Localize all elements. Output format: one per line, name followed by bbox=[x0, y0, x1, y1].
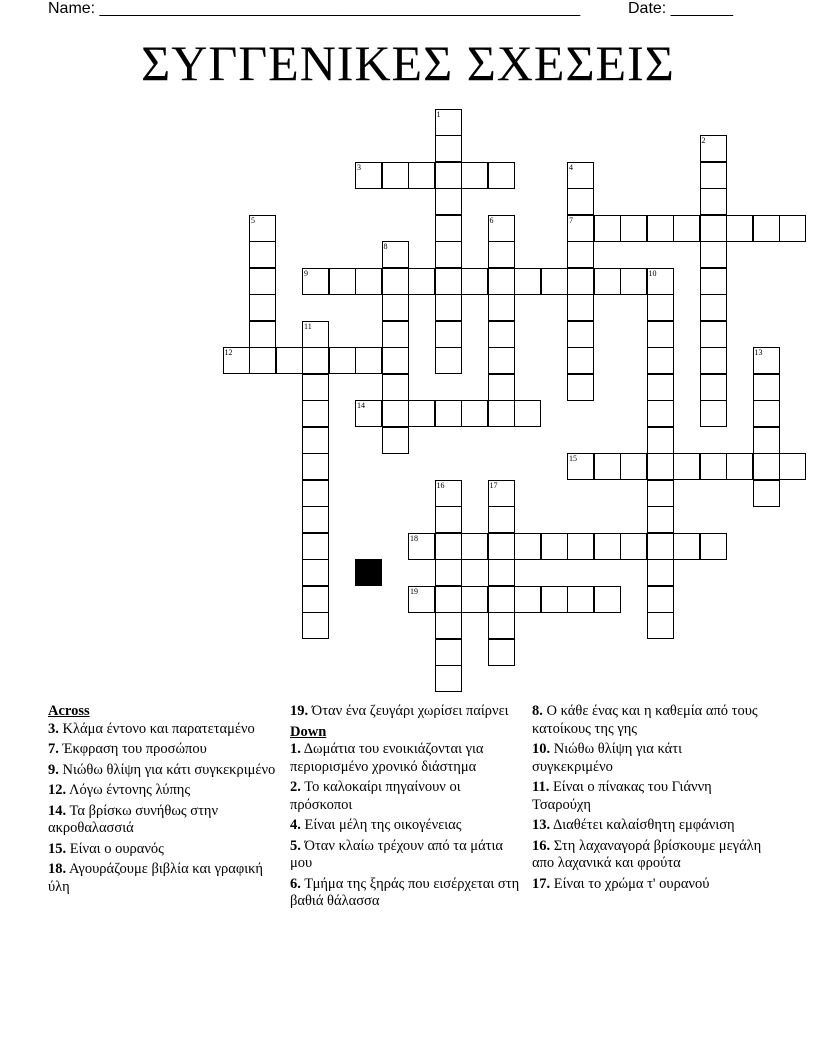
grid-cell[interactable] bbox=[382, 268, 409, 295]
grid-cell[interactable] bbox=[408, 268, 435, 295]
name-field-label[interactable]: Name: ______________________________________________________ bbox=[48, 0, 581, 17]
grid-cell[interactable] bbox=[382, 294, 409, 321]
grid-cell[interactable] bbox=[514, 586, 541, 613]
grid-cell[interactable] bbox=[488, 559, 515, 586]
clue-number-16: 16 bbox=[436, 480, 445, 490]
grid-cell[interactable] bbox=[435, 559, 462, 586]
grid-cell[interactable] bbox=[302, 612, 329, 639]
grid-cell[interactable] bbox=[488, 374, 515, 401]
grid-cell[interactable] bbox=[302, 347, 329, 374]
clue-column-1 bbox=[48, 703, 278, 899]
grid-cell[interactable] bbox=[435, 347, 462, 374]
grid-cell[interactable] bbox=[302, 559, 329, 586]
clue-number-13: 13 bbox=[754, 348, 763, 357]
grid-cell[interactable] bbox=[249, 268, 276, 295]
grid-cell[interactable] bbox=[779, 453, 806, 480]
grid-cell[interactable] bbox=[541, 268, 568, 295]
grid-cell[interactable] bbox=[700, 453, 727, 480]
page-title: ΣΥΓΓΕΝΙΚΕΣ ΣΧΕΣΕΙΣ bbox=[141, 35, 675, 91]
grid-cell[interactable] bbox=[488, 612, 515, 639]
grid-cell[interactable] bbox=[700, 400, 727, 427]
grid-cell[interactable] bbox=[249, 347, 276, 374]
grid-cell[interactable] bbox=[488, 400, 515, 427]
grid-cell[interactable] bbox=[647, 612, 674, 639]
grid-cell[interactable] bbox=[594, 533, 621, 560]
grid-cell[interactable] bbox=[753, 427, 780, 454]
grid-cell[interactable] bbox=[647, 427, 674, 454]
grid-cell[interactable] bbox=[620, 453, 647, 480]
grid-cell[interactable] bbox=[382, 162, 409, 189]
grid-cell[interactable] bbox=[435, 188, 462, 215]
grid-cell[interactable] bbox=[567, 533, 594, 560]
grid-cell[interactable] bbox=[700, 241, 727, 268]
grid-cell[interactable] bbox=[488, 321, 515, 348]
grid-cell[interactable] bbox=[488, 162, 515, 189]
grid-cell[interactable] bbox=[514, 400, 541, 427]
grid-cell[interactable] bbox=[647, 533, 674, 560]
grid-cell[interactable] bbox=[435, 665, 462, 692]
grid-cell[interactable] bbox=[355, 268, 382, 295]
grid-cell[interactable] bbox=[594, 215, 621, 242]
grid-cell[interactable] bbox=[435, 506, 462, 533]
grid-cell[interactable] bbox=[435, 639, 462, 666]
clue-number-5: 5 bbox=[251, 215, 255, 225]
grid-cell[interactable] bbox=[753, 400, 780, 427]
grid-cell[interactable] bbox=[647, 374, 674, 401]
grid-cell[interactable] bbox=[382, 400, 409, 427]
grid-cell[interactable] bbox=[700, 188, 727, 215]
clue-number-8: 8 bbox=[383, 242, 388, 251]
grid-cell[interactable] bbox=[753, 374, 780, 401]
grid-cell[interactable] bbox=[620, 215, 647, 242]
clue-down-2: 2. Το καλοκαίρι πηγαίνουν οι πρόσκοποι bbox=[290, 779, 461, 813]
clue-number-4: 4 bbox=[569, 162, 573, 172]
grid-cell[interactable] bbox=[567, 188, 594, 215]
grid-cell[interactable] bbox=[329, 268, 356, 295]
grid-cell[interactable] bbox=[435, 135, 462, 162]
grid-cell[interactable] bbox=[461, 268, 488, 295]
clue-number-18: 18 bbox=[410, 533, 418, 543]
clue-down-11: 11. Είναι ο πίνακας του Γιάννη Τσαρούχη bbox=[532, 779, 712, 813]
clue-down-6: 6. Τμήμα της ξηράς που εισέρχεται στη βαθιά θάλασσα bbox=[290, 875, 520, 909]
grid-cell[interactable] bbox=[567, 586, 594, 613]
grid-cell[interactable] bbox=[567, 321, 594, 348]
grid-cell[interactable] bbox=[435, 400, 462, 427]
grid-cell[interactable] bbox=[514, 533, 541, 560]
grid-cell[interactable] bbox=[567, 374, 594, 401]
grid-cell[interactable] bbox=[488, 506, 515, 533]
grid-cell[interactable] bbox=[435, 533, 462, 560]
clue-down-17: 17. Είναι το χρώμα τ' ουρανού bbox=[532, 875, 710, 892]
grid-cell[interactable] bbox=[302, 427, 329, 454]
black-cell bbox=[355, 559, 382, 586]
grid-cell[interactable] bbox=[700, 268, 727, 295]
grid-cell[interactable] bbox=[435, 294, 462, 321]
grid-cell[interactable] bbox=[567, 241, 594, 268]
grid-cell[interactable] bbox=[461, 586, 488, 613]
grid-cell[interactable] bbox=[594, 268, 621, 295]
clue-column-3 bbox=[532, 703, 762, 896]
grid-cell[interactable] bbox=[647, 321, 674, 348]
clue-down-16: 16. Στη λαχαναγορά βρίσκουμε μεγάλη απο λαχανικά και φρούτα bbox=[532, 837, 762, 871]
grid-cell[interactable] bbox=[700, 533, 727, 560]
clue-across-14: 14. Τα βρίσκω συνήθως στην ακροθαλασσιά bbox=[48, 802, 219, 836]
clue-down-1: 1. Δωμάτια του ενοικιάζονται για περιορισμένο χρονικό διάστημα bbox=[290, 741, 484, 775]
grid-cell[interactable] bbox=[647, 294, 674, 321]
clue-number-17: 17 bbox=[489, 480, 498, 490]
grid-cell[interactable] bbox=[620, 533, 647, 560]
down-heading: Down bbox=[290, 723, 327, 740]
grid-cell[interactable] bbox=[673, 453, 700, 480]
grid-cell[interactable] bbox=[594, 453, 621, 480]
grid-cell[interactable] bbox=[435, 268, 462, 295]
grid-cell[interactable] bbox=[700, 347, 727, 374]
clue-number-9: 9 bbox=[304, 268, 308, 278]
clue-number-10: 10 bbox=[648, 268, 657, 278]
grid-cell[interactable] bbox=[700, 374, 727, 401]
clue-down-13: 13. Διαθέτει καλαίσθητη εμφάνιση bbox=[532, 817, 735, 833]
clue-column-2 bbox=[290, 703, 520, 914]
grid-cell[interactable] bbox=[488, 586, 515, 613]
grid-cell[interactable] bbox=[382, 347, 409, 374]
grid-cell[interactable] bbox=[700, 162, 727, 189]
grid-cell[interactable] bbox=[382, 321, 409, 348]
grid-cell[interactable] bbox=[435, 241, 462, 268]
grid-cell[interactable] bbox=[382, 374, 409, 401]
grid-cell[interactable] bbox=[302, 400, 329, 427]
grid-cell[interactable] bbox=[435, 586, 462, 613]
clue-number-7: 7 bbox=[569, 215, 573, 225]
grid-cell[interactable] bbox=[461, 400, 488, 427]
grid-cell[interactable] bbox=[249, 321, 276, 348]
grid-cell[interactable] bbox=[647, 215, 674, 242]
grid-cell[interactable] bbox=[647, 400, 674, 427]
clue-number-14: 14 bbox=[357, 401, 365, 410]
grid-cell[interactable] bbox=[408, 400, 435, 427]
clue-number-3: 3 bbox=[357, 162, 361, 172]
grid-cell[interactable] bbox=[567, 268, 594, 295]
grid-cell[interactable] bbox=[647, 559, 674, 586]
clue-down-5: 5. Όταν κλαίω τρέχουν από τα μάτια μου bbox=[290, 837, 503, 871]
grid-cell[interactable] bbox=[673, 215, 700, 242]
grid-cell[interactable] bbox=[302, 453, 329, 480]
grid-cell[interactable] bbox=[435, 162, 462, 189]
grid-cell[interactable] bbox=[488, 241, 515, 268]
clue-number-15: 15 bbox=[569, 454, 577, 463]
grid-cell[interactable] bbox=[647, 480, 674, 507]
grid-cell[interactable] bbox=[302, 533, 329, 560]
grid-cell[interactable] bbox=[382, 427, 409, 454]
clue-down-4: 4. Είναι μέλη της οικογένειας bbox=[290, 817, 462, 833]
clue-down-8: 8. Ο κάθε ένας και η καθεμία από τους κατοίκους της γης bbox=[532, 703, 758, 737]
grid-cell[interactable] bbox=[700, 321, 727, 348]
grid-cell[interactable] bbox=[302, 586, 329, 613]
grid-cell[interactable] bbox=[620, 268, 647, 295]
grid-cell[interactable] bbox=[779, 215, 806, 242]
clue-across-19: 19. Όταν ένα ζευγάρι χωρίσει παίρνει bbox=[290, 703, 509, 719]
grid-cell[interactable] bbox=[753, 215, 780, 242]
grid-cell[interactable] bbox=[567, 294, 594, 321]
grid-cell[interactable] bbox=[647, 453, 674, 480]
grid-cell[interactable] bbox=[435, 215, 462, 242]
clue-number-2: 2 bbox=[701, 136, 706, 145]
grid-cell[interactable] bbox=[541, 533, 568, 560]
clue-number-6: 6 bbox=[489, 215, 494, 225]
clue-across-15: 15. Είναι ο ουρανός bbox=[48, 840, 164, 857]
grid-cell[interactable] bbox=[488, 533, 515, 560]
clue-number-12: 12 bbox=[224, 348, 233, 357]
grid-cell[interactable] bbox=[488, 639, 515, 666]
grid-cell[interactable] bbox=[249, 294, 276, 321]
clue-across-12: 12. Λόγω έντονης λύπης bbox=[48, 782, 191, 798]
grid-cell[interactable] bbox=[302, 374, 329, 401]
clue-down-10: 10. Νιώθω θλίψη για κάτι συγκεκριμένο bbox=[532, 741, 682, 775]
grid-cell[interactable] bbox=[514, 268, 541, 295]
clue-number-11: 11 bbox=[304, 321, 312, 331]
grid-cell[interactable] bbox=[647, 506, 674, 533]
grid-cell[interactable] bbox=[753, 480, 780, 507]
grid-cell[interactable] bbox=[276, 347, 303, 374]
date-field-label[interactable]: Date: _______ bbox=[628, 0, 733, 17]
clue-across-18: 18. Αγουράζουμε βιβλία και γραφική ύλη bbox=[48, 861, 263, 895]
grid-cell[interactable] bbox=[541, 586, 568, 613]
clue-across-7: 7. Έκφραση του προσώπου bbox=[48, 741, 207, 757]
grid-cell[interactable] bbox=[355, 347, 382, 374]
grid-cell[interactable] bbox=[302, 506, 329, 533]
grid-cell[interactable] bbox=[726, 453, 753, 480]
grid-cell[interactable] bbox=[567, 347, 594, 374]
grid-cell[interactable] bbox=[700, 215, 727, 242]
grid-cell[interactable] bbox=[647, 586, 674, 613]
grid-cell[interactable] bbox=[726, 215, 753, 242]
grid-cell[interactable] bbox=[753, 453, 780, 480]
grid-cell[interactable] bbox=[435, 612, 462, 639]
grid-cell[interactable] bbox=[461, 162, 488, 189]
clue-across-9: 9. Νιώθω θλίψη για κάτι συγκεκριμένο bbox=[48, 761, 276, 778]
grid-cell[interactable] bbox=[594, 586, 621, 613]
grid-cell[interactable] bbox=[461, 533, 488, 560]
grid-cell[interactable] bbox=[249, 241, 276, 268]
grid-cell[interactable] bbox=[488, 294, 515, 321]
grid-cell[interactable] bbox=[302, 480, 329, 507]
grid-cell[interactable] bbox=[488, 268, 515, 295]
grid-cell[interactable] bbox=[435, 321, 462, 348]
grid-cell[interactable] bbox=[673, 533, 700, 560]
clue-number-1: 1 bbox=[436, 109, 441, 119]
across-heading: Across bbox=[48, 703, 90, 719]
grid-cell[interactable] bbox=[408, 162, 435, 189]
grid-cell[interactable] bbox=[488, 347, 515, 374]
clue-across-3: 3. Κλάμα έντονο και παρατεταμένο bbox=[48, 720, 255, 737]
grid-cell[interactable] bbox=[329, 347, 356, 374]
clue-number-19: 19 bbox=[410, 586, 418, 596]
grid-cell[interactable] bbox=[647, 347, 674, 374]
grid-cell[interactable] bbox=[700, 294, 727, 321]
